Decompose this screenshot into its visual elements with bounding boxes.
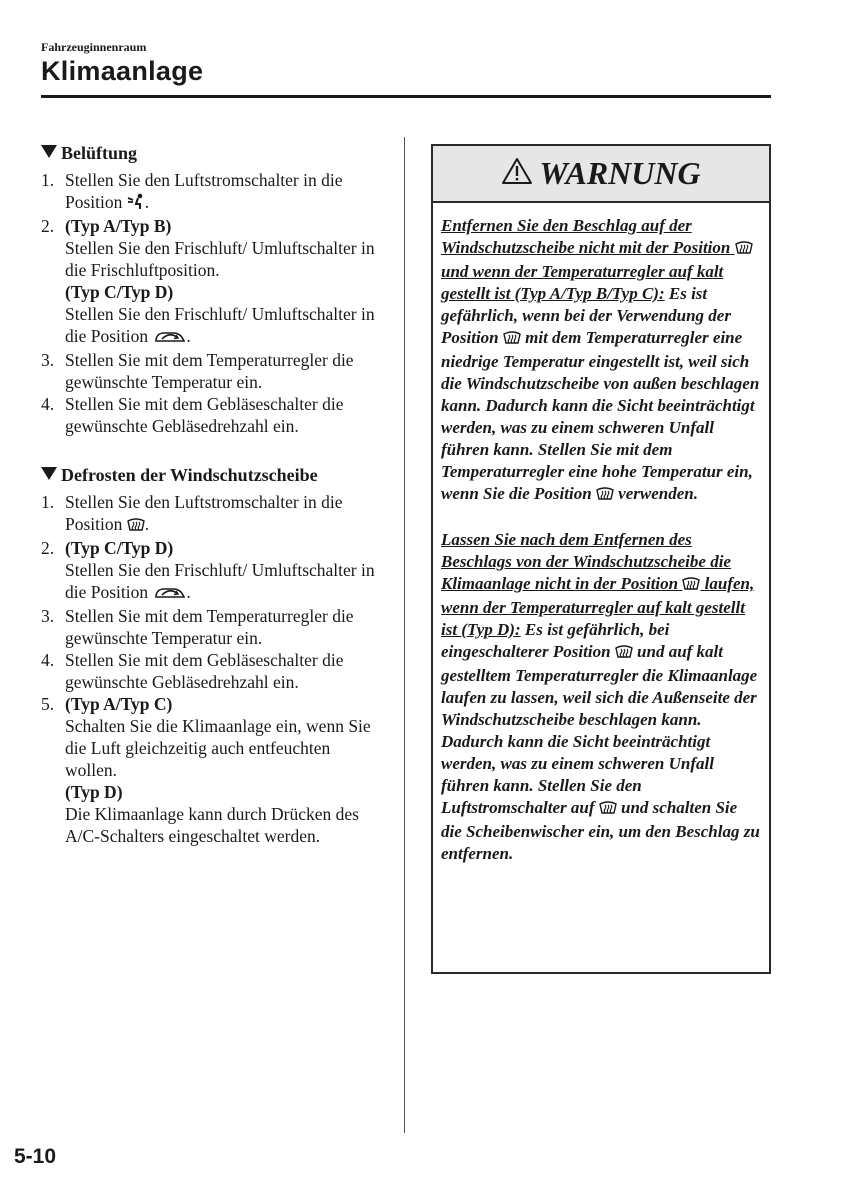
recirculation-icon [153,583,187,605]
step-text: Stellen Sie den Frischluft/ Umluftschalter in die Position [65,560,375,602]
list-item [41,393,386,437]
step-text: Schalten Sie die Klimaanlage ein, wenn Sie die Luft gleichzeitig auch entfeuchten wollen. [65,716,371,780]
step-text: Die Klimaanlage kann durch Drücken des A/C-Schalters eingeschaltet werden. [65,804,359,846]
column-divider [404,137,405,1133]
warning-text: Es ist gefährlich, wenn bei der Verwendung der Position [441,284,731,347]
step-text: Stellen Sie mit dem Gebläseschalter die gewünschte Gebläsedrehzahl ein. [65,394,344,436]
warning-paragraph [441,215,761,507]
step-text-end: . [144,192,150,212]
warning-title: WARNUNG [539,155,701,191]
list-item [41,349,386,393]
step-text: Stellen Sie mit dem Gebläseschalter die gewünschte Gebläsedrehzahl ein. [65,650,344,692]
windshield-defrost-icon [615,643,633,665]
step-number: 1. [41,492,55,512]
step-text-end: . [186,326,191,346]
section-heading-ventilation [41,141,386,165]
windshield-defrost-icon [596,485,614,507]
step-text-end: . [144,514,150,534]
list-item [41,649,386,693]
left-column [41,141,386,847]
windshield-defrost-icon [682,575,700,597]
warning-box [431,144,771,974]
warning-text: und auf kalt gestelltem Temperaturregler die Klimaanlage laufen zu lassen, weil sich die Außenseite der Windschutzscheibe beschlagen kann. Dadurch kann die Sicht beeinträchtigt werden, was zu einem schweren Unfall führen kann. Stellen Sie den Luftstromschalter auf [441,642,758,817]
windshield-defrost-icon [127,515,145,537]
type-label: (Typ A/Typ C) [65,694,173,714]
step-text: Stellen Sie den Luftstromschalter in die Position [65,492,343,534]
recirculation-icon [153,327,187,349]
page-number: 5-10 [14,1145,57,1168]
step-text-end: . [186,582,191,602]
chapter-label: Fahrzeuginnenraum [41,40,147,54]
windshield-defrost-icon [735,239,753,261]
header-rule [41,95,771,98]
type-label: (Typ C/Typ D) [65,282,174,302]
type-label: (Typ C/Typ D) [65,538,174,558]
step-number: 1. [41,170,55,190]
warning-text: verwenden. [613,484,698,503]
warning-triangle-icon [501,157,533,190]
step-text: Stellen Sie den Luftstromschalter in die Position [65,170,343,212]
list-item [41,537,386,605]
list-item [41,693,386,847]
paragraph-gap [441,507,761,529]
warning-text: laufen, wenn der Temperaturregler auf kalt gestellt ist (Typ D): [441,574,755,639]
warning-header [433,146,769,203]
section-heading-text: Belüftung [61,143,138,163]
warning-paragraph [441,529,761,865]
face-vent-icon [127,193,145,215]
warning-text: und wenn der Temperaturregler auf kalt gestellt ist (Typ A/Typ B/Typ C): [441,262,724,303]
warning-text: Entfernen Sie den Beschlag auf der Windschutzscheibe nicht mit der Position [441,216,735,257]
ventilation-steps [41,169,386,437]
defrost-steps [41,491,386,847]
list-item [41,215,386,349]
list-item [41,491,386,537]
step-number: 3. [41,350,55,370]
section-heading-text: Defrosten der Windschutzscheibe [61,465,318,485]
windshield-defrost-icon [599,799,617,821]
step-number: 3. [41,606,55,626]
step-number: 4. [41,650,55,670]
step-text: Stellen Sie den Frischluft/ Umluftschalter in die Position [65,304,375,346]
type-label: (Typ D) [65,782,123,802]
warning-text: mit dem Temperaturregler eine niedrige Temperatur eingestellt ist, weil sich die Windschutzscheibe von außen beschlagen kann. Dadurch kann die Sicht beeinträchtigt werden, was zu einem schweren Unfall führen kann. Stellen Sie mit dem Temperaturregler eine hohe Temperatur ein, wenn Sie die Position [441,328,760,503]
list-item [41,169,386,215]
step-text: Stellen Sie mit dem Temperaturregler die gewünschte Temperatur ein. [65,606,354,648]
warning-body [433,203,769,865]
list-item [41,605,386,649]
page-title: Klimaanlage [41,56,204,86]
step-number: 5. [41,694,55,714]
warning-text: und schalten Sie die Scheibenwischer ein, um den Beschlag zu entfernen. [441,798,760,863]
warning-text: Es ist gefährlich, bei eingeschalterer Position [441,620,670,661]
triangle-marker-icon [41,467,57,480]
step-text: Stellen Sie mit dem Temperaturregler die gewünschte Temperatur ein. [65,350,354,392]
step-number: 4. [41,394,55,414]
step-number: 2. [41,538,55,558]
warning-text: Lassen Sie nach dem Entfernen des Beschlags von der Windschutzscheibe die Klimaanlage nicht in der Position [441,530,731,593]
windshield-defrost-icon [503,329,521,351]
step-text: Stellen Sie den Frischluft/ Umluftschalter in die Frischluftposition. [65,238,375,280]
type-label: (Typ A/Typ B) [65,216,172,236]
step-number: 2. [41,216,55,236]
section-heading-defrost [41,463,386,487]
triangle-marker-icon [41,145,57,158]
